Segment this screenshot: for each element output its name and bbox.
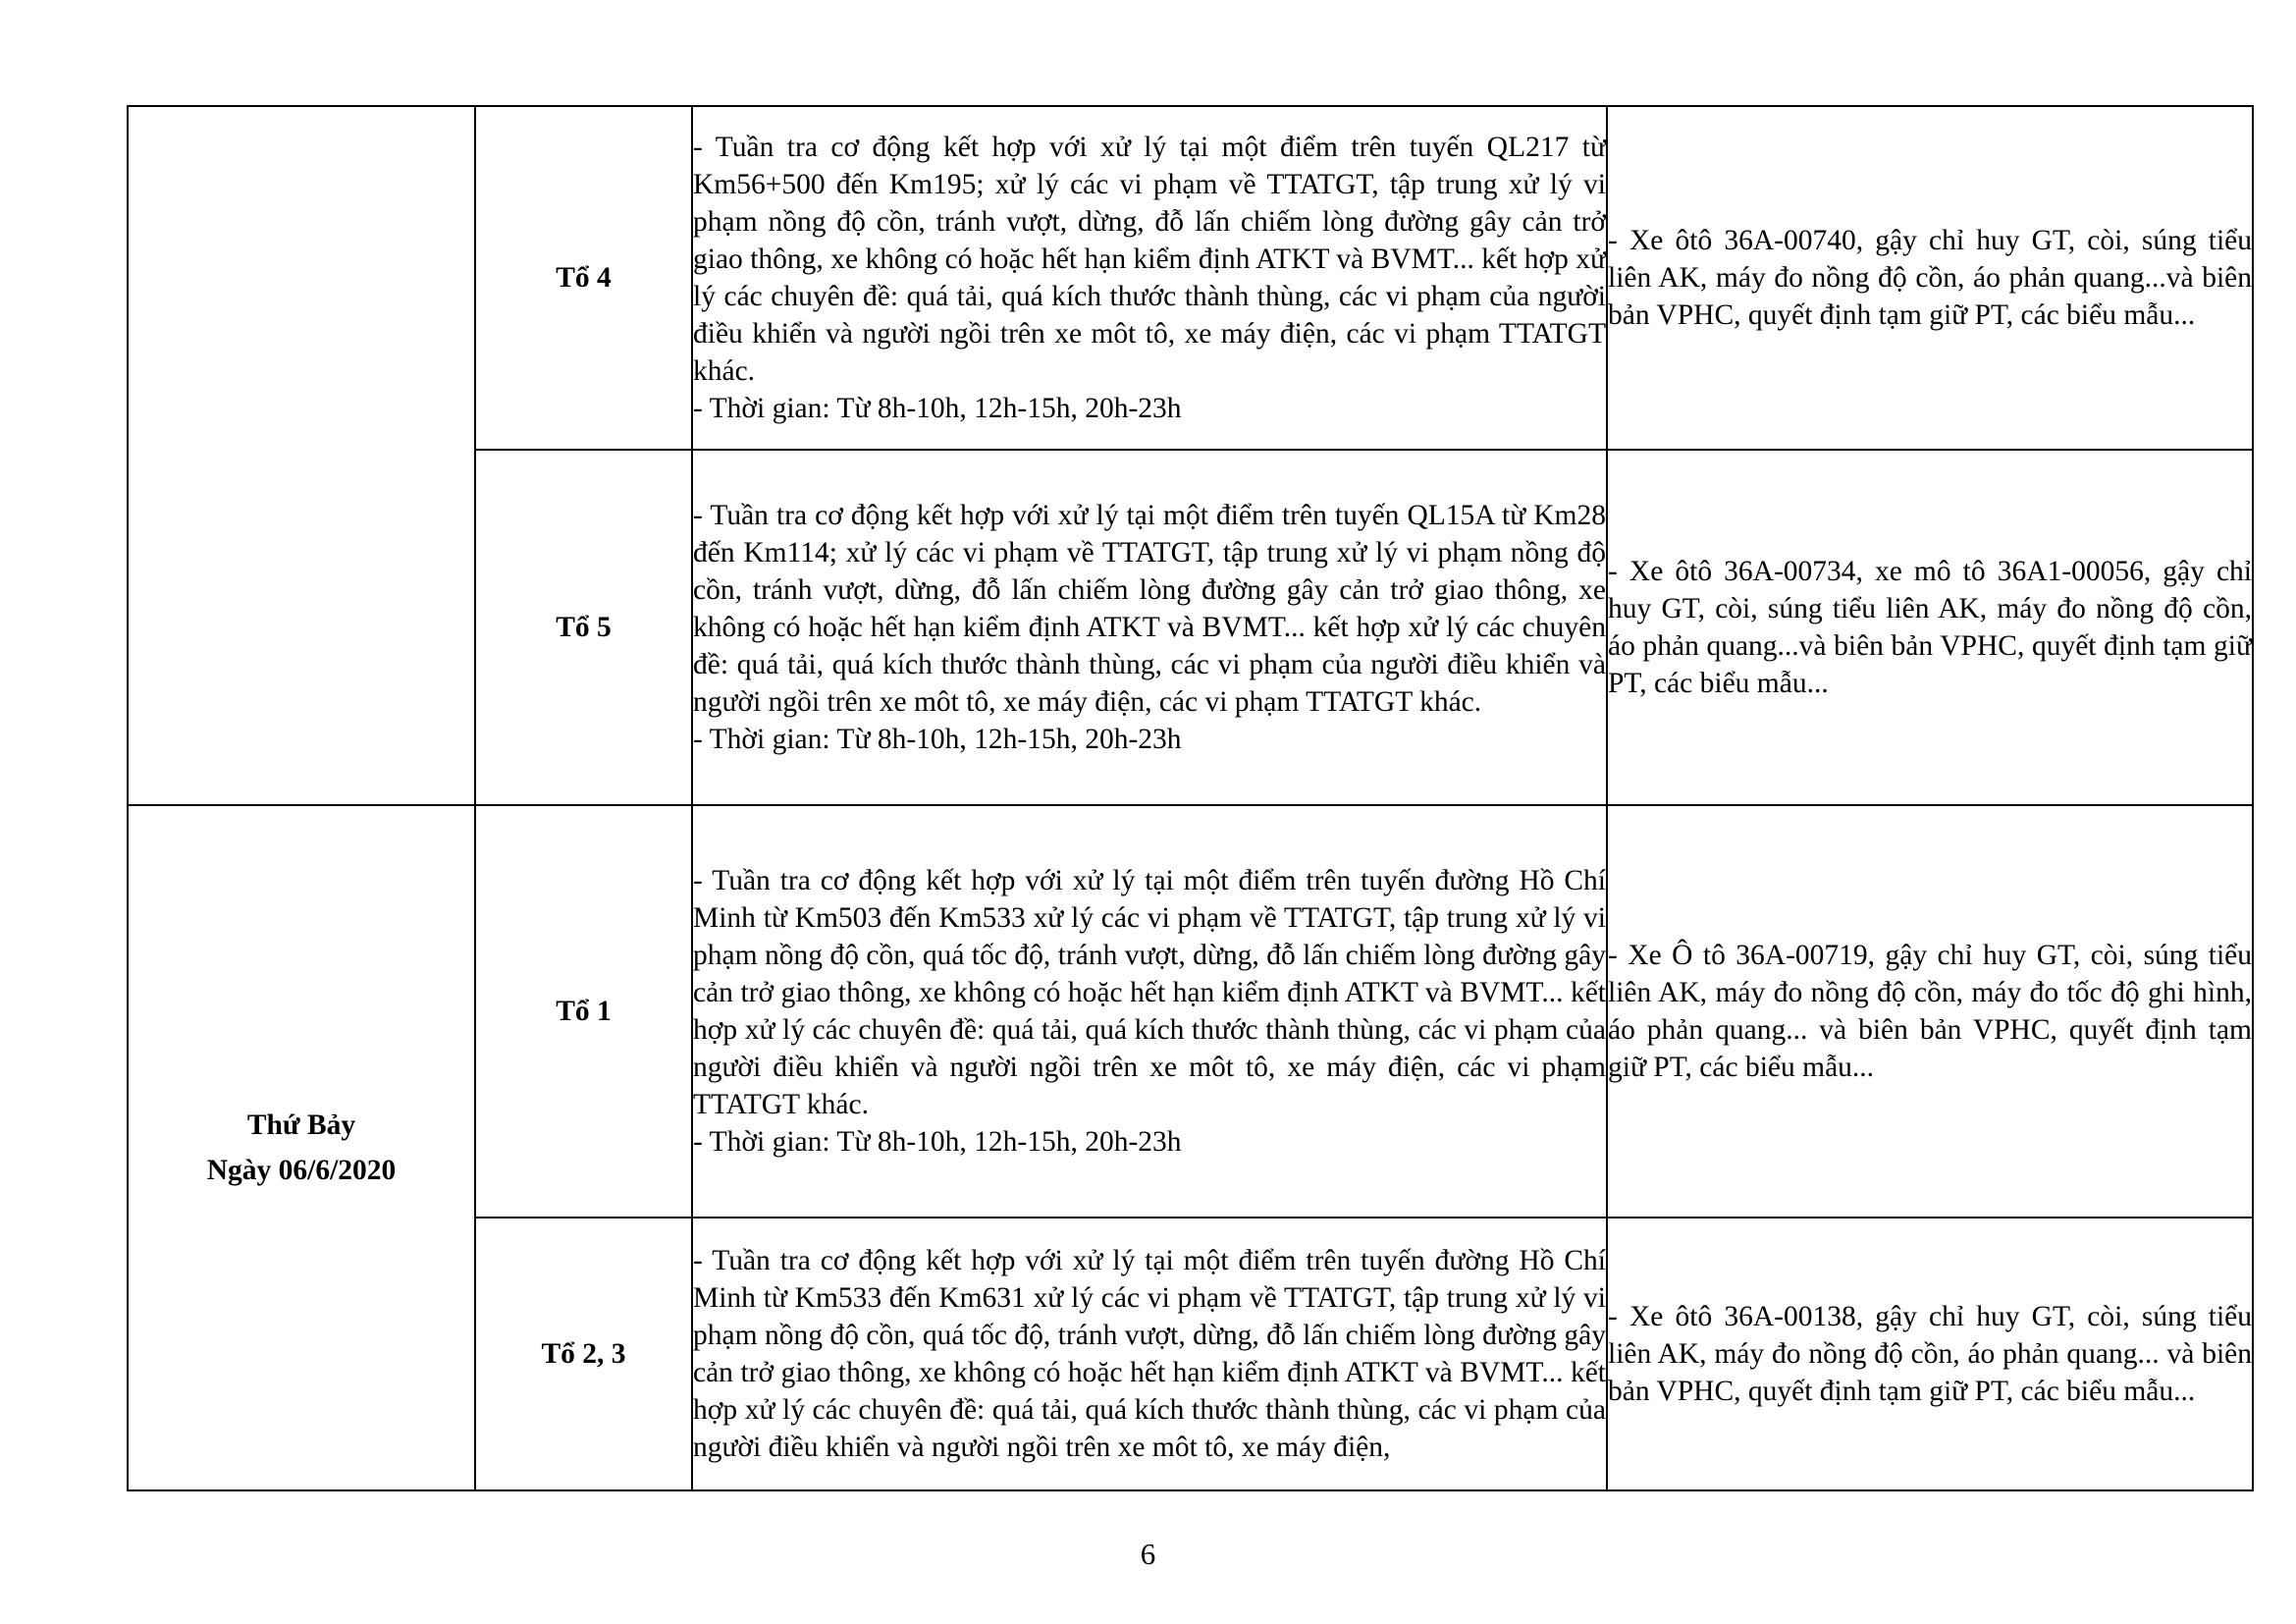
table-row bbox=[128, 106, 2253, 450]
task-time: - Thời gian: Từ 8h-10h, 12h-15h, 20h-23h bbox=[693, 393, 1182, 424]
team-cell: Tổ 1 bbox=[475, 805, 692, 1218]
task-time: - Thời gian: Từ 8h-10h, 12h-15h, 20h-23h bbox=[693, 1126, 1182, 1158]
equipment-cell: - Xe Ô tô 36A-00719, gậy chỉ huy GT, còi, súng tiểu liên AK, máy đo nồng độ cồn, máy đo tốc độ ghi hình, áo phản quang... và biên bản VPHC, quyết định tạm giữ PT, các biểu mẫu... bbox=[1607, 805, 2253, 1218]
equipment-cell: - Xe ôtô 36A-00740, gậy chỉ huy GT, còi, súng tiểu liên AK, máy đo nồng độ cồn, áo phản quang...và biên bản VPHC, quyết định tạm giữ PT, các biểu mẫu... bbox=[1607, 106, 2253, 450]
equipment-cell: - Xe ôtô 36A-00734, xe mô tô 36A1-00056, gậy chỉ huy GT, còi, súng tiểu liên AK, máy đo nồng độ cồn, áo phản quang...và biên bản VPHC, quyết định tạm giữ PT, các biểu mẫu... bbox=[1607, 450, 2253, 805]
task-description: - Tuần tra cơ động kết hợp với xử lý tại một điểm trên tuyến QL217 từ Km56+500 đến Km195; xử lý các vi phạm về TTATGT, tập trung xử lý vi phạm nồng độ cồn, tránh vượt, dừng, đỗ lấn chiếm lòng đường gây cản trở giao thông, xe không có hoặc hết hạn kiểm định ATKT và BVMT... kết hợp xử lý các chuyên đề: quá tải, quá kích thước thành thùng, các vi phạm của người điều khiển và người ngồi trên xe môt tô, xe máy điện, các vi phạm TTATGT khác. bbox=[693, 132, 1606, 387]
team-cell: Tổ 2, 3 bbox=[475, 1218, 692, 1490]
patrol-schedule-table bbox=[127, 105, 2254, 1491]
task-description: - Tuần tra cơ động kết hợp với xử lý tại một điểm trên tuyến QL15A từ Km28 đến Km114; xử lý các vi phạm về TTATGT, tập trung xử lý vi phạm nồng độ cồn, tránh vượt, dừng, đỗ lấn chiếm lòng đường gây cản trở giao thông, xe không có hoặc hết hạn kiểm định ATKT và BVMT... kết hợp xử lý các chuyên đề: quá tải, quá kích thước thành thùng, các vi phạm của người điều khiển và người ngồi trên xe môt tô, xe máy điện, các vi phạm TTATGT khác. bbox=[693, 500, 1606, 718]
team-cell: Tổ 5 bbox=[475, 450, 692, 805]
task-cell bbox=[692, 805, 1607, 1218]
task-description: - Tuần tra cơ động kết hợp với xử lý tại một điểm trên tuyến đường Hồ Chí Minh từ Km533 đến Km631 xử lý các vi phạm về TTATGT, tập trung xử lý vi phạm nồng độ cồn, quá tốc độ, tránh vượt, dừng, đỗ lấn chiếm lòng đường gây cản trở giao thông, xe không có hoặc hết hạn kiểm định ATKT và BVMT... kết hợp xử lý các chuyên đề: quá tải, quá kích thước thành thùng, các vi phạm của người điều khiển và người ngồi trên xe môt tô, xe máy điện, bbox=[693, 1245, 1606, 1463]
table-row bbox=[128, 805, 2253, 1218]
task-cell bbox=[692, 1218, 1607, 1490]
task-cell bbox=[692, 106, 1607, 450]
page-number: 6 bbox=[1140, 1537, 1156, 1571]
equipment-cell: - Xe ôtô 36A-00138, gậy chỉ huy GT, còi, súng tiểu liên AK, máy đo nồng độ cồn, áo phản quang... và biên bản VPHC, quyết định tạm giữ PT, các biểu mẫu... bbox=[1607, 1218, 2253, 1490]
day-date: Ngày 06/6/2020 bbox=[206, 1155, 397, 1186]
task-cell bbox=[692, 450, 1607, 805]
task-time: - Thời gian: Từ 8h-10h, 12h-15h, 20h-23h bbox=[693, 724, 1182, 755]
team-cell: Tổ 4 bbox=[475, 106, 692, 450]
day-label: Thứ Bảy bbox=[246, 1110, 356, 1141]
day-cell bbox=[128, 805, 475, 1490]
task-description: - Tuần tra cơ động kết hợp với xử lý tại một điểm trên tuyến đường Hồ Chí Minh từ Km503 đến Km533 xử lý các vi phạm về TTATGT, tập trung xử lý vi phạm nồng độ cồn, quá tốc độ, tránh vượt, dừng, đỗ lấn chiếm lòng đường gây cản trở giao thông, xe không có hoặc hết hạn kiểm định ATKT và BVMT... kết hợp xử lý các chuyên đề: quá tải, quá kích thước thành thùng, các vi phạm của người điều khiển và người ngồi trên xe môt tô, xe máy điện, các vi phạm TTATGT khác. bbox=[693, 865, 1606, 1120]
day-cell-empty bbox=[128, 106, 475, 805]
